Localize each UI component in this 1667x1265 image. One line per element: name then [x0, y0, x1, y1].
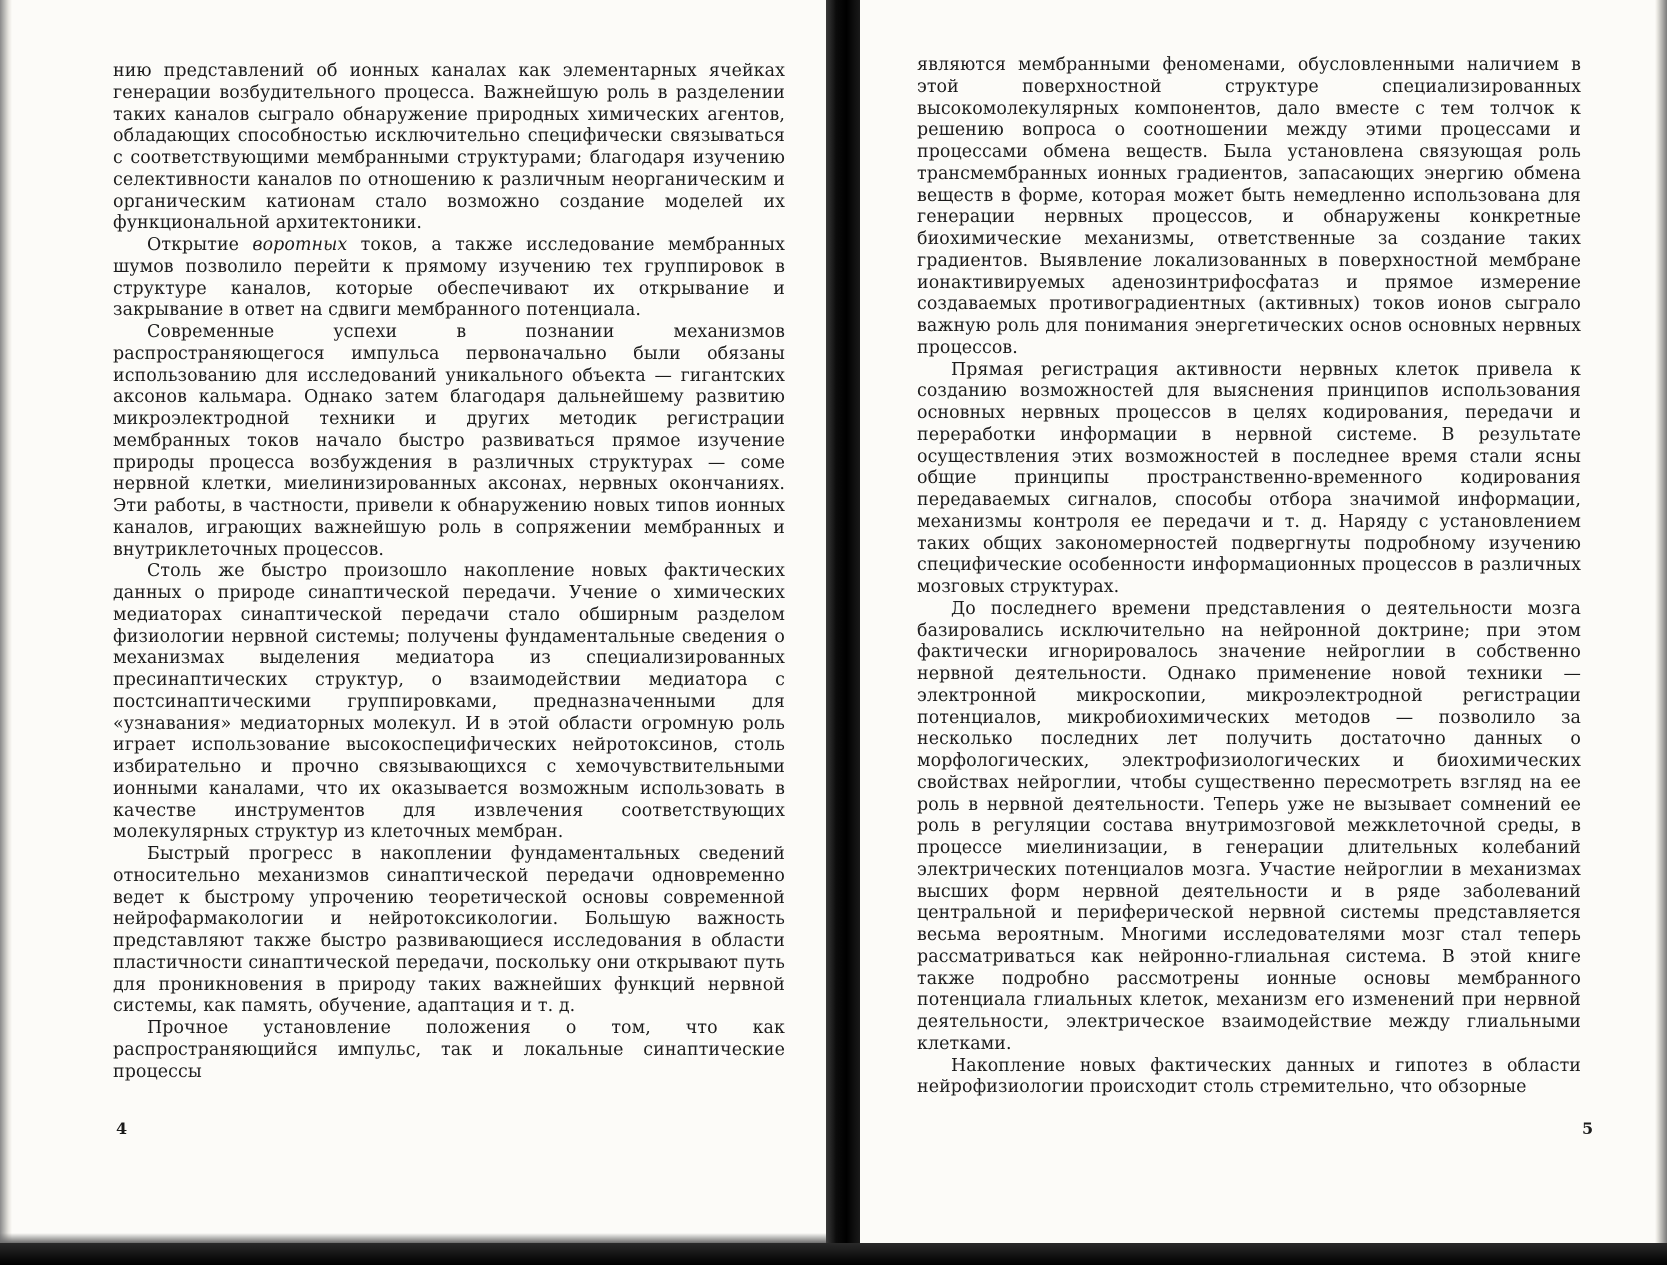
paragraph-text: Накопление новых фактических данных и гипотез в области нейрофизиологии происходит столь стремительно, что обзорные — [917, 1055, 1581, 1098]
paragraph-text: Современные успехи в познании механизмов распространяющегося импульса первоначально были обязаны использованию для исследований уникального объекта — гигантских аксонов кальмара. Однако затем благодаря дальнейшему развитию микроэлектродной техники и других методик регистрации мембранных токов начало быстро развиваться прямое изучение природы процесса возбуждения в различных структурах — соме нервной клетки, миелинизированных аксонах, нервных окончаниях. Эти работы, в частности, привели к обнаружению новых типов ионных каналов, играющих важнейшую роль в сопряжении мембранных и внутриклеточных процессов. — [113, 322, 785, 560]
paragraph — [113, 322, 785, 561]
paragraph — [113, 844, 785, 1018]
left-page-number: 4 — [116, 1119, 128, 1138]
left-page-edge-shadow — [0, 0, 12, 1265]
paragraph-text: До последнего времени представления о деятельности мозга базировались исключительно на нейронной доктрине; при этом фактически игнорировалось значение нейроглии в собственно нервной деятельности. Однако применение новой техники — электронной микроскопии, микроэлектродной регистрации потенциалов, микробиохимических методов — позволило за несколько последних лет получить достаточно данных о морфологических, электрофизиологических и биохимических свойствах нейроглии, чтобы существенно пересмотреть взгляд на ее роль в нервной деятельности. Теперь уже не вызывает сомнений ее роль в регуляции состава внутримозговой межклеточной среды, в процессе миелинизации, в генерации длительных колебаний электрических потенциалов мозга. Участие нейроглии в механизмах высших форм нервной деятельности и в ряде заболеваний центральной и периферической нервной системы представляется весьма вероятным. Многими исследователями мозг стал теперь рассматриваться как нейронно-глиальная система. В этой книге также подробно рассмотрены ионные основы мембранного потенциала глиальных клеток, механизм его изменений при нервной деятельности, электрическое взаимодействие между глиальными клетками. — [917, 598, 1581, 1054]
paragraph-text: Открытие — [147, 235, 253, 255]
paragraph — [917, 1056, 1581, 1100]
italic-term: воротных — [252, 235, 348, 255]
right-page — [840, 0, 1667, 1265]
scanner-bottom-band — [0, 1243, 1667, 1265]
paragraph-text: Быстрый прогресс в накоплении фундаментальных сведений относительно механизмов синаптической передачи одновременно ведет к быстрому упрочению теоретической основы современной нейрофармакологии и нейротоксикологии. Большую важность представляют также быстро развивающиеся исследования в области пластичности синаптической передачи, поскольку они открывают путь для проникновения в природу таких важнейших функций нервной системы, как память, обучение, адаптация и т. д. — [113, 844, 785, 1017]
paragraph-text: токов, а также исследование мембранных шумов позволило перейти к прямому изучению тех группировок в структуре каналов, которые обеспечивают их открывание и закрывание в ответ на сдвиги мембранного потенциала. — [113, 235, 786, 321]
right-page-edge-shadow — [1655, 0, 1667, 1265]
paragraph-text: являются мембранными феноменами, обусловленными наличием в этой поверхностной структуре специализированных высокомолекулярных компонентов, дало вместе с тем толчок к решению вопроса о соотношении между этими процессами и процессами обмена веществ. Была установлена связующая роль трансмембранных ионных градиентов, запасающих энергию обмена веществ в форме, которая может быть немедленно использована для генерации нервных процессов, и обнаружены конкретные биохимические механизмы, ответственные за создание таких градиентов. Выявление локализованных в поверхностной мембране ионактивируемых аденозинтрифосфатаз и прямое измерение создаваемых противоградиентных (активных) токов ионов сыграло важную роль для понимания энергетических основ основных нервных процессов. — [917, 55, 1581, 358]
left-page-text — [113, 61, 785, 1083]
paragraph — [113, 61, 785, 235]
paragraph — [917, 55, 1581, 360]
paragraph-text: Прямая регистрация активности нервных клеток привела к созданию возможностей для выяснения принципов использования основных нервных процессов в целях кодирования, передачи и переработки информации в нервной системе. В результате осуществления этих возможностей в последнее время стали ясны общие принципы пространственно-временного кодирования передаваемых сигналов, способы отбора значимой информации, механизмы контроля ее передачи и т. д. Наряду с установлением таких общих закономерностей подвергнуты подробному изучению специфические особенности информационных процессов в различных мозговых структурах. — [917, 359, 1581, 597]
paragraph — [113, 561, 785, 844]
paragraph — [113, 1018, 785, 1083]
paragraph-text: нию представлений об ионных каналах как элементарных ячейках генерации возбудительного процесса. Важнейшую роль в разделении таких каналов сыграло обнаружение природных химических агентов, обладающих способностью исключительно специфически связываться с соответствующими мембранными структурами; благодаря изучению селективности каналов по отношению к различным неорганическим и органическим катионам стало возможно создание моделей их функциональной архитектоники. — [113, 61, 785, 234]
right-page-number: 5 — [1582, 1119, 1594, 1138]
right-page-text — [917, 55, 1581, 1099]
book-gutter — [826, 0, 860, 1265]
paragraph — [917, 360, 1581, 599]
paragraph — [917, 599, 1581, 1056]
bottom-edge-shadow — [0, 1233, 826, 1243]
paragraph-text: Столь же быстро произошло накопление новых фактических данных о природе синаптической передачи. Учение о химических медиаторах синаптической передачи стало обширным разделом физиологии нервной системы; получены фундаментальные сведения о механизмах выделения медиатора из специализированных пресинаптических структур, о взаимодействии медиатора с постсинаптическими группировками, предназначенными для «узнавания» медиаторных молекул. И в этой области огромную роль играет использование высокоспецифических нейротоксинов, столь избирательно и прочно связывающихся с хемочувствительными ионными каналами, что их оказывается возможным использовать в качестве инструментов для извлечения соответствующих молекулярных структур из клеточных мембран. — [113, 561, 785, 843]
paragraph — [113, 235, 785, 322]
paragraph-text: Прочное установление положения о том, что как распространяющийся импульс, так и локальные синаптические процессы — [113, 1018, 785, 1082]
